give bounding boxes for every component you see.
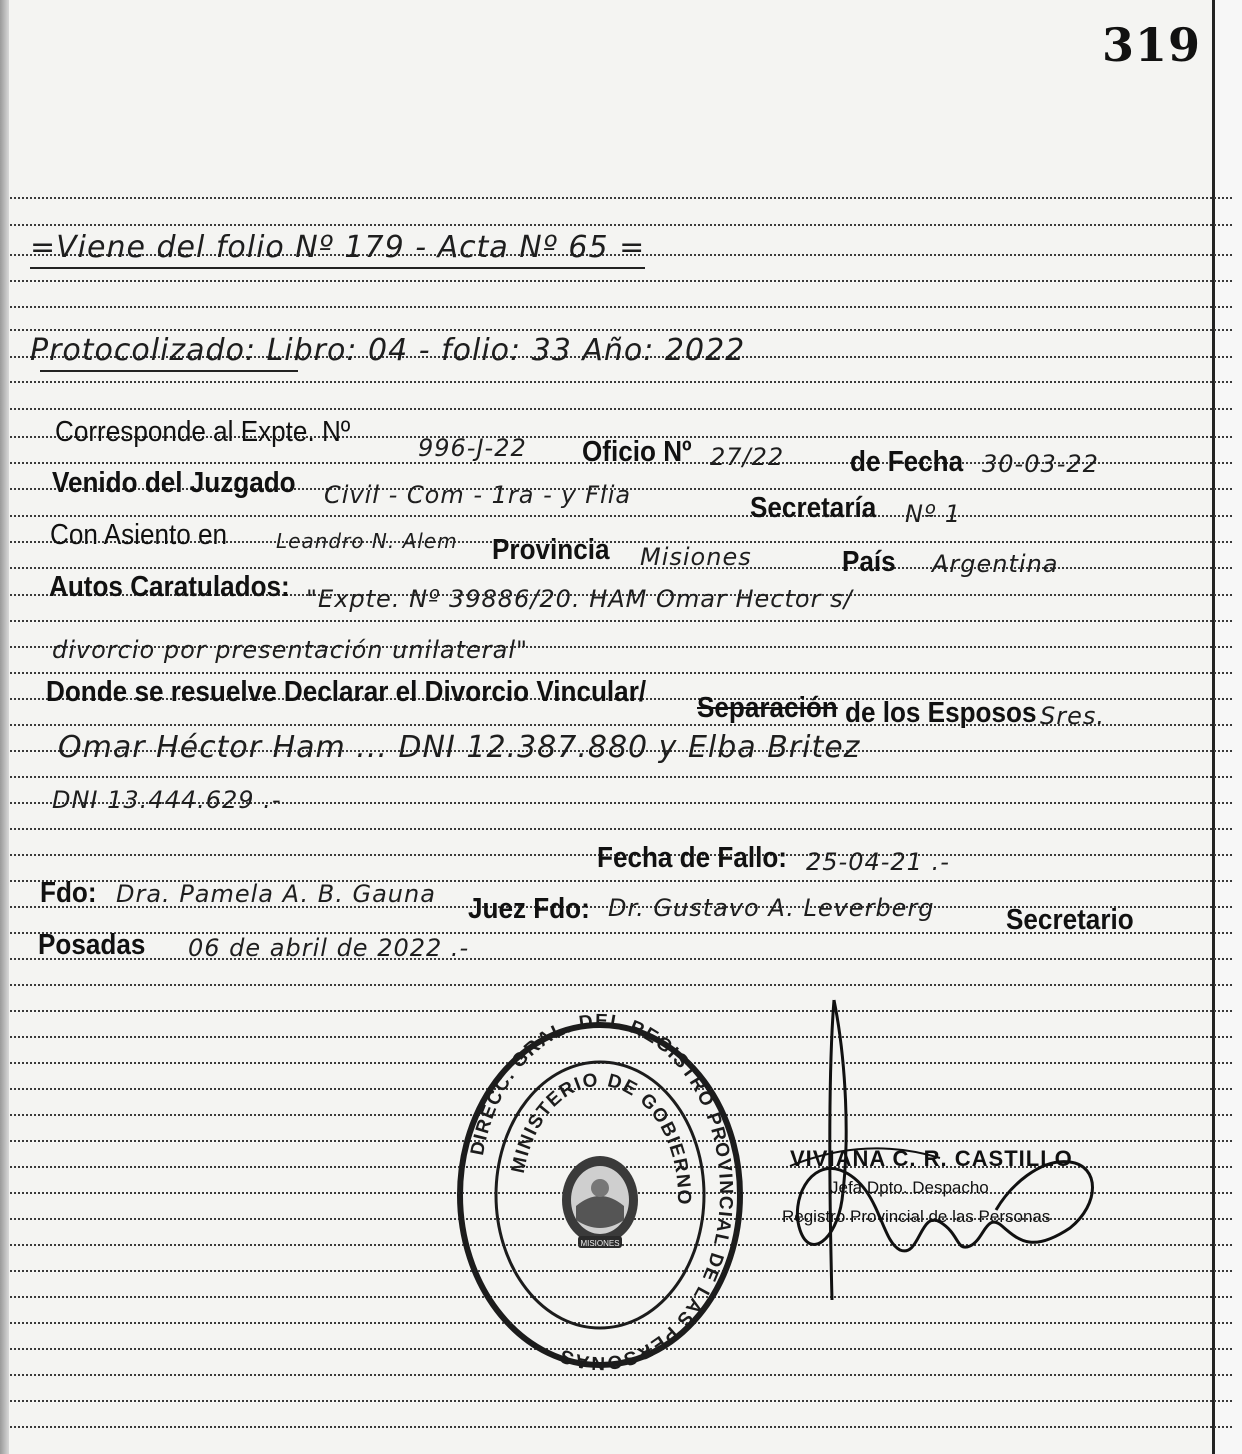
fallo-label: Fecha de Fallo: — [597, 842, 787, 874]
protocolizado-underline — [40, 370, 298, 372]
coat-of-arms-icon — [562, 1156, 638, 1248]
juez-label: Juez Fdo: — [468, 893, 590, 925]
folio-number: 319 — [1102, 18, 1202, 72]
asiento-label: Con Asiento en — [50, 519, 228, 551]
asiento-value: Leandro N. Alem — [276, 529, 458, 553]
secretaria-label: Secretaría — [750, 492, 877, 524]
autos-label: Autos Caratulados: — [49, 571, 290, 603]
stamp-outer-text: DIRECC. GRAL. DEL REGISTRO PROVINCIAL DE LAS PERSONAS — [467, 1010, 737, 1374]
autos-value-line-2: divorcio por presentación unilateral" — [52, 636, 529, 664]
juzgado-label: Venido del Juzgado — [52, 467, 296, 499]
juez-value: Dr. Gustavo A. Leverberg — [608, 894, 935, 922]
oficio-value: 27/22 — [710, 443, 785, 471]
seal-text: MISIONES — [580, 1239, 620, 1248]
oficio-label: Oficio Nº — [582, 436, 692, 468]
stamp-inner-text: MINISTERIO DE GOBIERNO — [507, 1069, 695, 1206]
signatory-name: VIVIANA C. R. CASTILLO — [790, 1146, 1073, 1171]
fecha-value: 30-03-22 — [982, 450, 1099, 478]
pais-label: País — [842, 546, 896, 578]
provincia-value: Misiones — [640, 543, 752, 571]
fallo-value: 25-04-21 .- — [806, 848, 950, 876]
posadas-value: 06 de abril de 2022 .- — [188, 934, 470, 962]
fecha-label: de Fecha — [850, 446, 964, 478]
secretaria-value: Nº 1 — [905, 500, 962, 528]
esposos-line-3: DNI 13.444.629 .- — [52, 786, 282, 814]
separacion-label-struck: Separación — [697, 692, 838, 724]
official-stamp — [440, 1010, 760, 1380]
donde-label: Donde se resuelve Declarar el Divorcio Vincular/ — [46, 676, 647, 708]
fdo-label: Fdo: — [40, 877, 97, 909]
provincia-label: Provincia — [492, 534, 610, 566]
posadas-label: Posadas — [38, 929, 146, 961]
page-left-edge — [0, 0, 9, 1454]
esposos-line-2: Omar Héctor Ham ... DNI 12.387.880 y Elba Britez — [58, 730, 861, 765]
esposos-value: Sres. — [1040, 702, 1105, 730]
esposos-label: de los Esposos — [845, 697, 1037, 729]
protocolizado-note: Protocolizado: Libro: 04 - folio: 33 Año: 2022 — [30, 333, 746, 368]
signatory-title: Jefa Dpto. Despacho — [830, 1178, 989, 1197]
fdo-value: Dra. Pamela A. B. Gauna — [116, 880, 436, 908]
autos-value-line-1: "Expte. Nº 39886/20. HAM Omar Hector s/ — [306, 585, 853, 613]
pais-value: Argentina — [932, 550, 1059, 578]
signatory-office: Registro Provincial de las Personas — [782, 1207, 1051, 1226]
juzgado-value: Civil - Com - 1ra - y Flia — [324, 481, 632, 509]
page-margin-strip — [1215, 0, 1242, 1454]
viene-del-folio-note: =Viene del folio Nº 179 - Acta Nº 65 = — [30, 230, 645, 269]
secretario-label: Secretario — [1006, 904, 1134, 936]
expte-value: 996-J-22 — [418, 434, 527, 462]
corresponde-label: Corresponde al Expte. Nº — [55, 416, 351, 448]
